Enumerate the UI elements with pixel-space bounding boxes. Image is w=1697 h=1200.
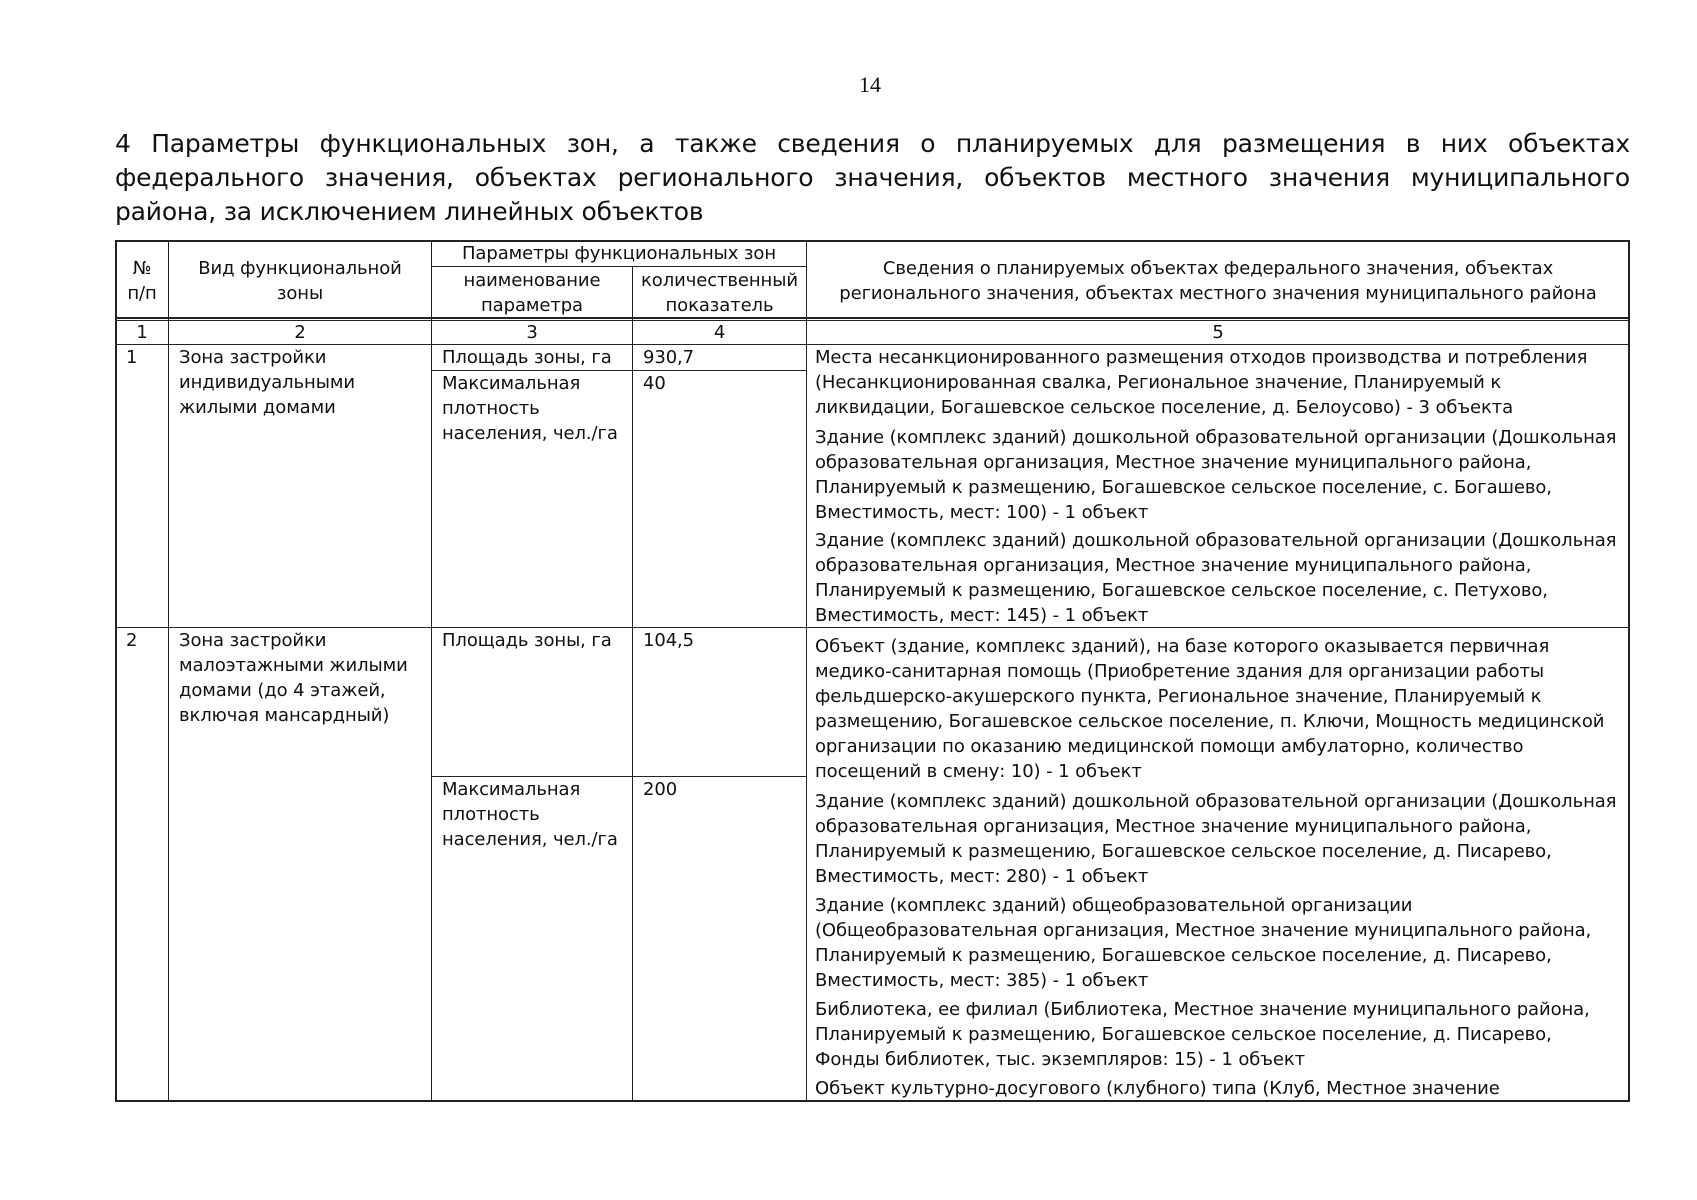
- column-number: 4: [713, 322, 726, 343]
- row-number: 1: [126, 347, 138, 368]
- planned-object: Объект (здание, комплекс зданий), на базе которого оказывается первичная медико-санитарная помощь (Приобретение здания для организации работы фельдшерско-акушерского пункта, Региональное значение, Планируемый к размещению, Богашевское сельское поселение, п. Ключи, Мощность медицинской организации по оказанию медицинской помощи амбулаторно, количество посещений в смену: 10) - 1 объект: [815, 636, 1605, 782]
- section-heading: 4 Параметры функциональных зон, а также сведения о планируемых для размещения в них объектах федерального значения, объектах регионального значения, объектов местного значения муниципального района, за исключением линейных объектов: [115, 129, 1630, 226]
- param-name: Площадь зоны, га: [442, 630, 612, 651]
- param-name: Площадь зоны, га: [442, 347, 612, 368]
- planned-object: Здание (комплекс зданий) дошкольной образовательной организации (Дошкольная образовательная организация, Местное значение муниципального района, Планируемый к размещению, Богашевское сельское поселение, с. Петухово, Вместимость, мест: 145) - 1 объект: [815, 530, 1617, 626]
- header-params-group: Параметры функциональных зон: [462, 243, 776, 264]
- param-value: 930,7: [643, 347, 695, 368]
- column-number: 2: [294, 322, 306, 343]
- planned-object: Здание (комплекс зданий) дошкольной образовательной организации (Дошкольная образовательная организация, Местное значение муниципального района, Планируемый к размещению, Богашевское сельское поселение, с. Богашево, Вместимость, мест: 100) - 1 объект: [815, 427, 1617, 523]
- param-name: Максимальная плотность населения, чел./га: [442, 779, 618, 850]
- row-divider: [431, 266, 806, 267]
- header-bottom-rule: [115, 317, 1630, 319]
- zone-name: Зона застройки индивидуальными жилыми домами: [179, 347, 355, 418]
- header-zone-type: Вид функциональной зоны: [198, 258, 402, 304]
- page-number: 14: [859, 72, 881, 97]
- planned-object: Здание (комплекс зданий) общеобразовательной организации (Общеобразовательная организация, Местное значение муниципального района, Планируемый к размещению, Богашевское сельское поселение, д. Писарево, Вместимость, мест: 385) - 1 объект: [815, 895, 1592, 991]
- planned-object: Объект культурно-досугового (клубного) типа (Клуб, Местное значение: [815, 1078, 1500, 1099]
- param-value: 200: [643, 779, 678, 800]
- planned-object: Здание (комплекс зданий) дошкольной образовательной организации (Дошкольная образовательная организация, Местное значение муниципального района, Планируемый к размещению, Богашевское сельское поселение, д. Писарево, Вместимость, мест: 280) - 1 объект: [815, 791, 1617, 887]
- col-divider: [632, 266, 633, 1102]
- param-value: 40: [643, 373, 666, 394]
- zone-name: Зона застройки малоэтажными жилыми домами (до 4 этажей, включая мансардный): [179, 630, 408, 726]
- header-param-value: количественный показатель: [641, 270, 798, 316]
- col-divider: [806, 241, 807, 1102]
- header-objects: Сведения о планируемых объектах федерального значения, объектах регионального значения, объектах местного значения муниципального района: [839, 258, 1597, 304]
- planned-object: Библиотека, ее филиал (Библиотека, Местное значение муниципального района, Планируемый к размещению, Богашевское сельское поселение, д. Писарево, Фонды библиотек, тыс. экземпляров: 15) - 1 объект: [815, 999, 1590, 1070]
- header-param-name: наименование параметра: [463, 270, 601, 316]
- planned-object: Места несанкционированного размещения отходов производства и потребления (Несанкционированная свалка, Региональное значение, Планируемый к ликвидации, Богашевское сельское поселение, д. Белоусово) - 3 объекта: [815, 347, 1588, 418]
- column-number: 3: [526, 322, 538, 343]
- param-value: 104,5: [643, 630, 695, 651]
- row-number: 2: [126, 630, 138, 651]
- param-name: Максимальная плотность населения, чел./га: [442, 373, 618, 444]
- column-number: 1: [136, 322, 148, 343]
- header-num: № п/п: [127, 258, 157, 304]
- column-number: 5: [1212, 322, 1224, 343]
- col-divider: [168, 241, 169, 1102]
